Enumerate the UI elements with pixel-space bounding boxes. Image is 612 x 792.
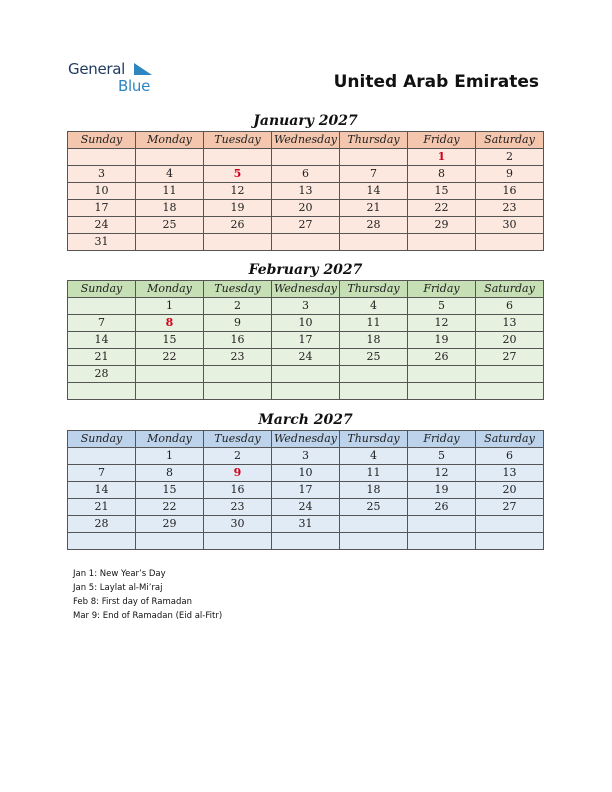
day-cell: 11 <box>340 315 408 332</box>
holiday-item: Mar 9: End of Ramadan (Eid al-Fitr) <box>73 611 223 621</box>
week-row <box>68 298 544 315</box>
day-cell: 5 <box>408 448 476 465</box>
week-row <box>68 516 544 533</box>
day-cell <box>408 366 476 383</box>
day-cell: 13 <box>272 183 340 200</box>
day-cell <box>204 533 272 550</box>
day-cell: 23 <box>204 349 272 366</box>
day-cell: 5 <box>408 298 476 315</box>
day-cell <box>476 516 544 533</box>
day-cell: 6 <box>476 448 544 465</box>
day-cell: 7 <box>68 315 136 332</box>
week-row <box>68 366 544 383</box>
day-cell: 20 <box>476 332 544 349</box>
day-cell: 22 <box>136 349 204 366</box>
logo-text-blue: Blue <box>118 77 150 95</box>
logo <box>68 60 168 96</box>
day-cell: 11 <box>136 183 204 200</box>
holiday-item: Jan 1: New Year’s Day <box>73 569 166 579</box>
week-row <box>68 349 544 366</box>
day-cell: 25 <box>340 499 408 516</box>
day-cell: 26 <box>408 349 476 366</box>
weekday-header: Monday <box>136 431 204 448</box>
day-cell: 17 <box>272 332 340 349</box>
month-february <box>67 260 544 400</box>
day-cell: 17 <box>272 482 340 499</box>
week-row <box>68 465 544 482</box>
day-cell <box>272 533 340 550</box>
day-cell <box>340 234 408 251</box>
day-cell <box>408 516 476 533</box>
day-cell: 9 <box>204 465 272 482</box>
day-cell: 9 <box>204 315 272 332</box>
day-cell: 14 <box>68 482 136 499</box>
day-cell: 10 <box>68 183 136 200</box>
weekday-header: Wednesday <box>272 281 340 298</box>
weekday-header: Tuesday <box>204 431 272 448</box>
day-cell <box>68 448 136 465</box>
week-row <box>68 448 544 465</box>
week-row <box>68 482 544 499</box>
day-cell: 21 <box>340 200 408 217</box>
day-cell <box>476 366 544 383</box>
day-cell <box>68 298 136 315</box>
calendar-grid <box>67 430 544 550</box>
weekday-header: Sunday <box>68 132 136 149</box>
day-cell <box>340 516 408 533</box>
logo-text-general: General <box>68 60 126 78</box>
weekday-header: Tuesday <box>204 281 272 298</box>
day-cell: 4 <box>136 166 204 183</box>
logo-flag-icon <box>134 63 152 75</box>
day-cell: 23 <box>476 200 544 217</box>
day-cell: 28 <box>68 366 136 383</box>
week-row <box>68 166 544 183</box>
day-cell: 20 <box>476 482 544 499</box>
day-cell: 20 <box>272 200 340 217</box>
day-cell: 28 <box>340 217 408 234</box>
week-row <box>68 383 544 400</box>
day-cell: 22 <box>408 200 476 217</box>
day-cell <box>272 234 340 251</box>
day-cell <box>272 149 340 166</box>
day-cell: 31 <box>68 234 136 251</box>
weekday-header: Thursday <box>340 132 408 149</box>
month-title: February 2027 <box>248 262 363 278</box>
day-cell: 9 <box>476 166 544 183</box>
day-cell: 13 <box>476 315 544 332</box>
day-cell <box>136 383 204 400</box>
day-cell: 27 <box>476 349 544 366</box>
month-title: March 2027 <box>258 412 353 428</box>
calendar-grid <box>67 280 544 400</box>
holiday-item: Jan 5: Laylat al-Mi’raj <box>73 583 163 593</box>
day-cell <box>340 533 408 550</box>
day-cell <box>272 383 340 400</box>
calendar-grid <box>67 131 544 251</box>
month-january <box>67 111 544 251</box>
weekday-header: Tuesday <box>204 132 272 149</box>
day-cell: 12 <box>408 315 476 332</box>
week-row <box>68 183 544 200</box>
day-cell: 8 <box>136 465 204 482</box>
day-cell: 15 <box>408 183 476 200</box>
weekday-header: Saturday <box>476 431 544 448</box>
weekday-header-row <box>68 281 544 298</box>
day-cell: 29 <box>136 516 204 533</box>
day-cell: 17 <box>68 200 136 217</box>
day-cell: 26 <box>408 499 476 516</box>
day-cell <box>476 383 544 400</box>
day-cell: 16 <box>204 332 272 349</box>
weekday-header-row <box>68 431 544 448</box>
weekday-header: Thursday <box>340 281 408 298</box>
day-cell <box>68 533 136 550</box>
day-cell <box>340 383 408 400</box>
week-row <box>68 234 544 251</box>
day-cell: 8 <box>408 166 476 183</box>
day-cell: 1 <box>408 149 476 166</box>
holiday-item: Feb 8: First day of Ramadan <box>73 597 192 607</box>
day-cell: 19 <box>408 482 476 499</box>
day-cell: 18 <box>340 332 408 349</box>
day-cell: 5 <box>204 166 272 183</box>
day-cell <box>68 149 136 166</box>
week-row <box>68 200 544 217</box>
day-cell: 7 <box>68 465 136 482</box>
day-cell: 28 <box>68 516 136 533</box>
day-cell: 24 <box>272 349 340 366</box>
weekday-header: Wednesday <box>272 431 340 448</box>
weekday-header-row <box>68 132 544 149</box>
day-cell: 16 <box>204 482 272 499</box>
day-cell: 27 <box>476 499 544 516</box>
day-cell <box>136 533 204 550</box>
day-cell: 3 <box>272 298 340 315</box>
day-cell: 15 <box>136 332 204 349</box>
month-title: January 2027 <box>253 113 358 129</box>
weekday-header: Monday <box>136 132 204 149</box>
day-cell <box>204 234 272 251</box>
weekday-header: Friday <box>408 281 476 298</box>
day-cell <box>204 383 272 400</box>
week-row <box>68 533 544 550</box>
day-cell: 2 <box>204 448 272 465</box>
day-cell <box>204 366 272 383</box>
day-cell <box>340 149 408 166</box>
day-cell: 26 <box>204 217 272 234</box>
day-cell <box>476 234 544 251</box>
day-cell: 12 <box>408 465 476 482</box>
weekday-header: Monday <box>136 281 204 298</box>
day-cell: 12 <box>204 183 272 200</box>
week-row <box>68 149 544 166</box>
day-cell: 22 <box>136 499 204 516</box>
day-cell: 7 <box>340 166 408 183</box>
day-cell: 30 <box>204 516 272 533</box>
day-cell <box>476 533 544 550</box>
day-cell: 16 <box>476 183 544 200</box>
day-cell: 23 <box>204 499 272 516</box>
day-cell: 19 <box>408 332 476 349</box>
day-cell: 6 <box>476 298 544 315</box>
day-cell: 19 <box>204 200 272 217</box>
weekday-header: Sunday <box>68 281 136 298</box>
week-row <box>68 332 544 349</box>
day-cell <box>340 366 408 383</box>
day-cell: 11 <box>340 465 408 482</box>
day-cell: 18 <box>340 482 408 499</box>
day-cell: 18 <box>136 200 204 217</box>
week-row <box>68 217 544 234</box>
day-cell: 10 <box>272 465 340 482</box>
day-cell: 4 <box>340 298 408 315</box>
day-cell: 1 <box>136 298 204 315</box>
day-cell: 29 <box>408 217 476 234</box>
day-cell: 14 <box>340 183 408 200</box>
day-cell: 24 <box>272 499 340 516</box>
day-cell: 15 <box>136 482 204 499</box>
day-cell: 13 <box>476 465 544 482</box>
day-cell: 2 <box>476 149 544 166</box>
weekday-header: Friday <box>408 132 476 149</box>
day-cell <box>272 366 340 383</box>
weekday-header: Saturday <box>476 281 544 298</box>
day-cell <box>136 149 204 166</box>
day-cell <box>136 234 204 251</box>
weekday-header: Sunday <box>68 431 136 448</box>
day-cell: 8 <box>136 315 204 332</box>
week-row <box>68 499 544 516</box>
day-cell: 14 <box>68 332 136 349</box>
week-row <box>68 315 544 332</box>
day-cell: 25 <box>340 349 408 366</box>
day-cell: 24 <box>68 217 136 234</box>
day-cell: 25 <box>136 217 204 234</box>
day-cell: 4 <box>340 448 408 465</box>
day-cell <box>408 533 476 550</box>
day-cell: 3 <box>272 448 340 465</box>
country-title: United Arab Emirates <box>333 72 539 92</box>
day-cell: 1 <box>136 448 204 465</box>
weekday-header: Friday <box>408 431 476 448</box>
weekday-header: Thursday <box>340 431 408 448</box>
day-cell: 3 <box>68 166 136 183</box>
weekday-header: Saturday <box>476 132 544 149</box>
day-cell: 6 <box>272 166 340 183</box>
day-cell: 21 <box>68 349 136 366</box>
day-cell: 21 <box>68 499 136 516</box>
day-cell: 31 <box>272 516 340 533</box>
day-cell <box>204 149 272 166</box>
day-cell: 2 <box>204 298 272 315</box>
day-cell <box>408 383 476 400</box>
month-march <box>67 410 544 550</box>
holiday-list <box>73 567 222 623</box>
day-cell <box>136 366 204 383</box>
day-cell <box>68 383 136 400</box>
weekday-header: Wednesday <box>272 132 340 149</box>
day-cell: 10 <box>272 315 340 332</box>
day-cell: 30 <box>476 217 544 234</box>
day-cell: 27 <box>272 217 340 234</box>
day-cell <box>408 234 476 251</box>
